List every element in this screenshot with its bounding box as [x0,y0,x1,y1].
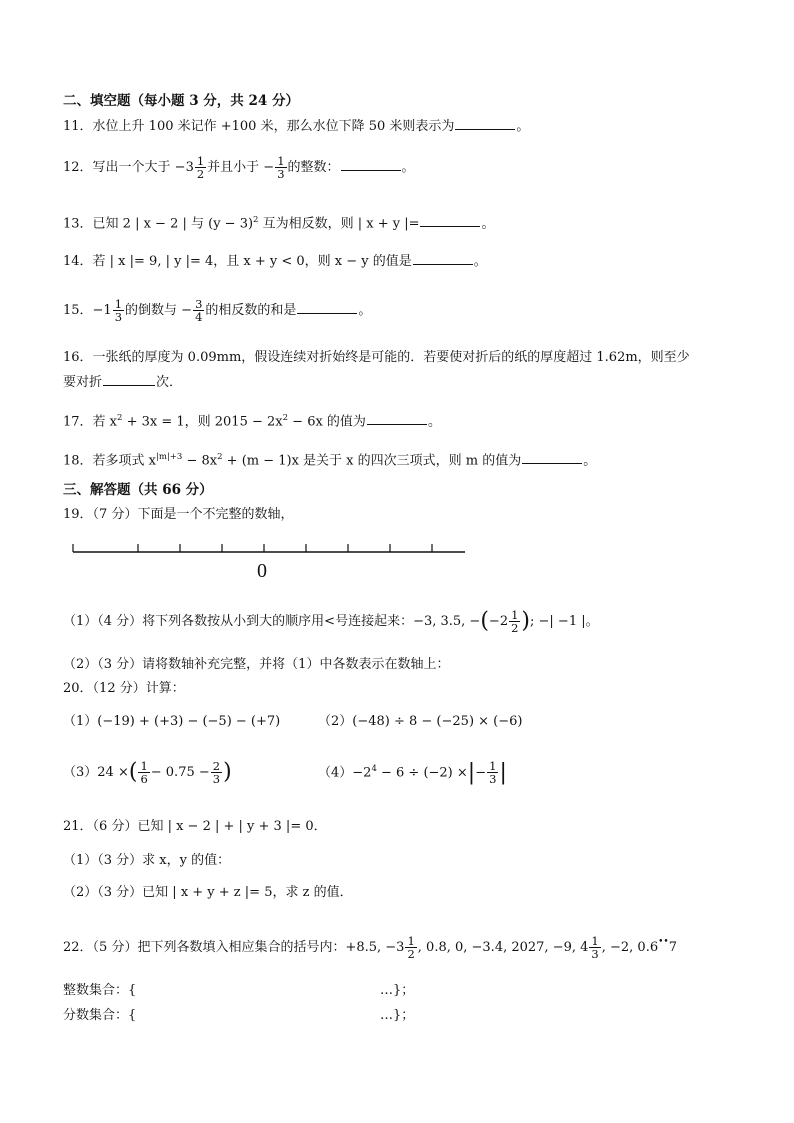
question-18: 18．若多项式 $x^{|m|+3} - 8x^2 + (m - 1)x$ 是关于 x 的四次三项式，则 m 的值为 。 [63,452,597,469]
question-20-calc-4: $(4)-2^4 - 6 \div (-2)$ ×|− $\frac{1}{3}$ | [318,759,507,787]
question-19-title: 19．（7 分）下面是一个不完整的数轴， [63,507,294,522]
number-line [70,540,470,586]
answer-blank[interactable] [103,373,155,386]
answer-blank[interactable] [455,117,515,130]
answer-blank[interactable] [522,451,582,464]
section-title-solutions: 三、解答题（共 66 分） [63,482,213,498]
zero-label: 0 [257,560,267,582]
question-12: 12．写出一个大于 −3 $\frac{1}{2}$ 并且小于 − $\frac{1}{3}$ 的整数： 。 [63,154,415,181]
question-15: 15．−1 $\frac{1}{3}$ 的倒数与 − $\frac{3}{4}$ 的相反数的和是 。 [63,297,372,324]
answer-blank[interactable] [413,252,473,265]
question-21-title: 21．（6 分）已知 | x − 2 | + | y + 3 |= 0． [63,819,327,834]
fraction: $\frac{1}{2}$ [511,608,519,635]
question-16-line-1: 16．一张纸的厚度为 0.09mm，假设连续对折始终是可能的．若要使对折后的纸的厚度超过 1.62m，则至少 [63,350,690,365]
question-20-calc-2: （2）(−48) ÷ 8 − (−25) × (−6) [318,714,523,729]
integer-set: 整数集合：{ [63,983,137,998]
question-21-part-1: （1）（3 分）求 x，y 的值： [63,853,231,868]
question-22: 22．（5 分）把下列各数填入相应集合的括号内：+8.5, −3 $\frac{1}{2}$ , 0.8, 0, −3.4, 2027, −9, 4 $\frac{1}{3}$ , −2, 0.6••7 [63,934,678,961]
question-19-part-1: （1）（4 分）将下列各数按从小到大的顺序用<号连接起来：−3, 3.5, −(−2 $\frac{1}{2}$ ); −| −1 |。 [63,608,599,635]
fraction: $\frac{1}{6}$ [140,759,148,786]
answer-blank[interactable] [420,214,480,227]
question-19-part-2: （2）（3 分）请将数轴补充完整，并将（1）中各数表示在数轴上： [63,657,450,672]
question-20-calc-1: （1）(−19) + (+3) − (−5) − (+7) [63,714,281,729]
question-21-part-2: （2）（3 分）已知 | x + y + z |= 5，求 z 的值． [63,885,353,900]
fraction: $\frac{1}{3}$ [277,154,285,181]
fraction: $\frac{2}{3}$ [212,759,221,786]
question-20-calc-3: （3）24 ×( $\frac{1}{6}$ − 0.75 − $\frac{2}{3}$ ) [63,759,232,786]
fraction-set: 分数集合：{ [63,1008,137,1023]
answer-blank[interactable] [297,301,357,314]
fraction: $\frac{1}{2}$ [196,154,205,181]
fraction: $\frac{3}{4}$ [195,297,203,324]
fraction: $\frac{1}{3}$ [591,934,599,961]
question-17: 17．若 $x^2 + 3x = 1$，则 $2015 - 2x^2 - 6x$ 的值为 。 [63,413,441,430]
question-20-title: 20．（12 分）计算： [63,681,185,696]
section-title-fill-in: 二、填空题（每小题 3 分，共 24 分） [63,93,299,109]
fraction: $\frac{1}{3}$ [489,759,497,787]
fraction-set-end: …}； [380,1008,415,1023]
question-16-line-2: 要对折 次． [63,375,183,390]
answer-blank[interactable] [341,158,401,171]
integer-set-end: …}； [380,983,415,998]
question-11: 11．水位上升 100 米记作 +100 米，那么水位下降 50 米则表示为 。 [63,119,530,134]
fraction: $\frac{1}{3}$ [114,297,123,324]
number-line-ticks [73,544,432,552]
question-13: 13．已知 2 | x − 2 | 与 $(y - 3)^2$ 互为相反数，则 | x + y |= 。 [63,215,495,232]
question-14: 14．若 | x |= 9, | y |= 4，且 x + y < 0，则 x − y 的值是 。 [63,254,487,269]
answer-blank[interactable] [367,412,427,425]
fraction: $\frac{1}{2}$ [407,934,415,961]
